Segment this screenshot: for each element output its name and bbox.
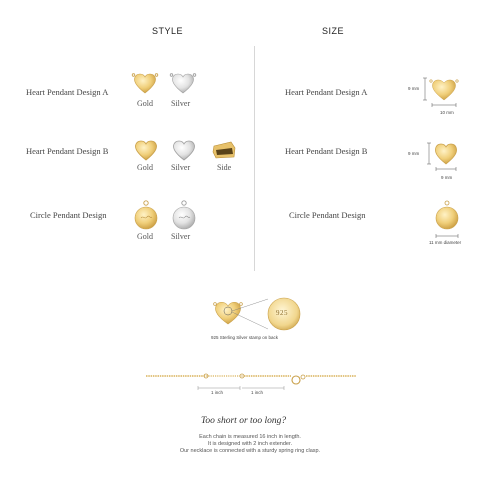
heart-b-gold-caption: Gold — [137, 163, 153, 172]
chain-image — [146, 366, 356, 401]
footer-line-1: Each chain is measured 16 inch in length. — [199, 434, 301, 440]
stamp-engraving: 925 — [276, 309, 288, 317]
size-b-diagram — [424, 142, 464, 179]
style-row-c-label: Circle Pendant Design — [30, 210, 107, 220]
size-c-diameter-label: 11 mm diameter — [429, 240, 462, 245]
stamp-back-image — [210, 298, 300, 339]
extender-label-1: 1 inch — [211, 390, 224, 395]
size-b-width-label: 9 mm — [441, 175, 453, 180]
size-a-height-label: 9 mm — [408, 86, 420, 91]
extender-label-2: 1 inch — [251, 390, 264, 395]
footer-line-2: It is designed with 2 inch extender. — [207, 441, 293, 447]
heart-b-side-caption: Side — [217, 163, 232, 172]
heart-a-gold-image — [132, 71, 158, 100]
heart-b-silver-caption: Silver — [171, 163, 191, 172]
heart-a-gold-caption: Gold — [137, 99, 153, 108]
heart-b-silver-image — [172, 139, 196, 166]
circle-gold-caption: Gold — [137, 232, 153, 241]
circle-silver-caption: Silver — [171, 232, 191, 241]
footer-line-3: Our necklace is connected with a sturdy spring ring clasp. — [179, 448, 321, 454]
size-heading: SIZE — [322, 26, 345, 36]
heart-a-silver-image — [170, 71, 196, 100]
size-a-width-label: 10 mm — [440, 110, 454, 115]
style-row-b-label: Heart Pendant Design B — [26, 146, 109, 156]
stamp-caption: 925 Sterling Silver stamp on back — [211, 335, 279, 340]
size-b-height-label: 9 mm — [408, 151, 420, 156]
column-divider — [254, 46, 255, 271]
heart-b-gold-image — [134, 139, 158, 166]
footer-title: Too short or too long? — [201, 416, 287, 426]
style-heading: STYLE — [152, 26, 184, 36]
heart-b-side-image — [211, 140, 237, 165]
size-row-b-label: Heart Pendant Design B — [285, 146, 368, 156]
heart-a-silver-caption: Silver — [171, 99, 191, 108]
size-row-a-label: Heart Pendant Design A — [285, 87, 368, 97]
size-row-c-label: Circle Pendant Design — [289, 210, 366, 220]
style-row-a-label: Heart Pendant Design A — [26, 87, 109, 97]
